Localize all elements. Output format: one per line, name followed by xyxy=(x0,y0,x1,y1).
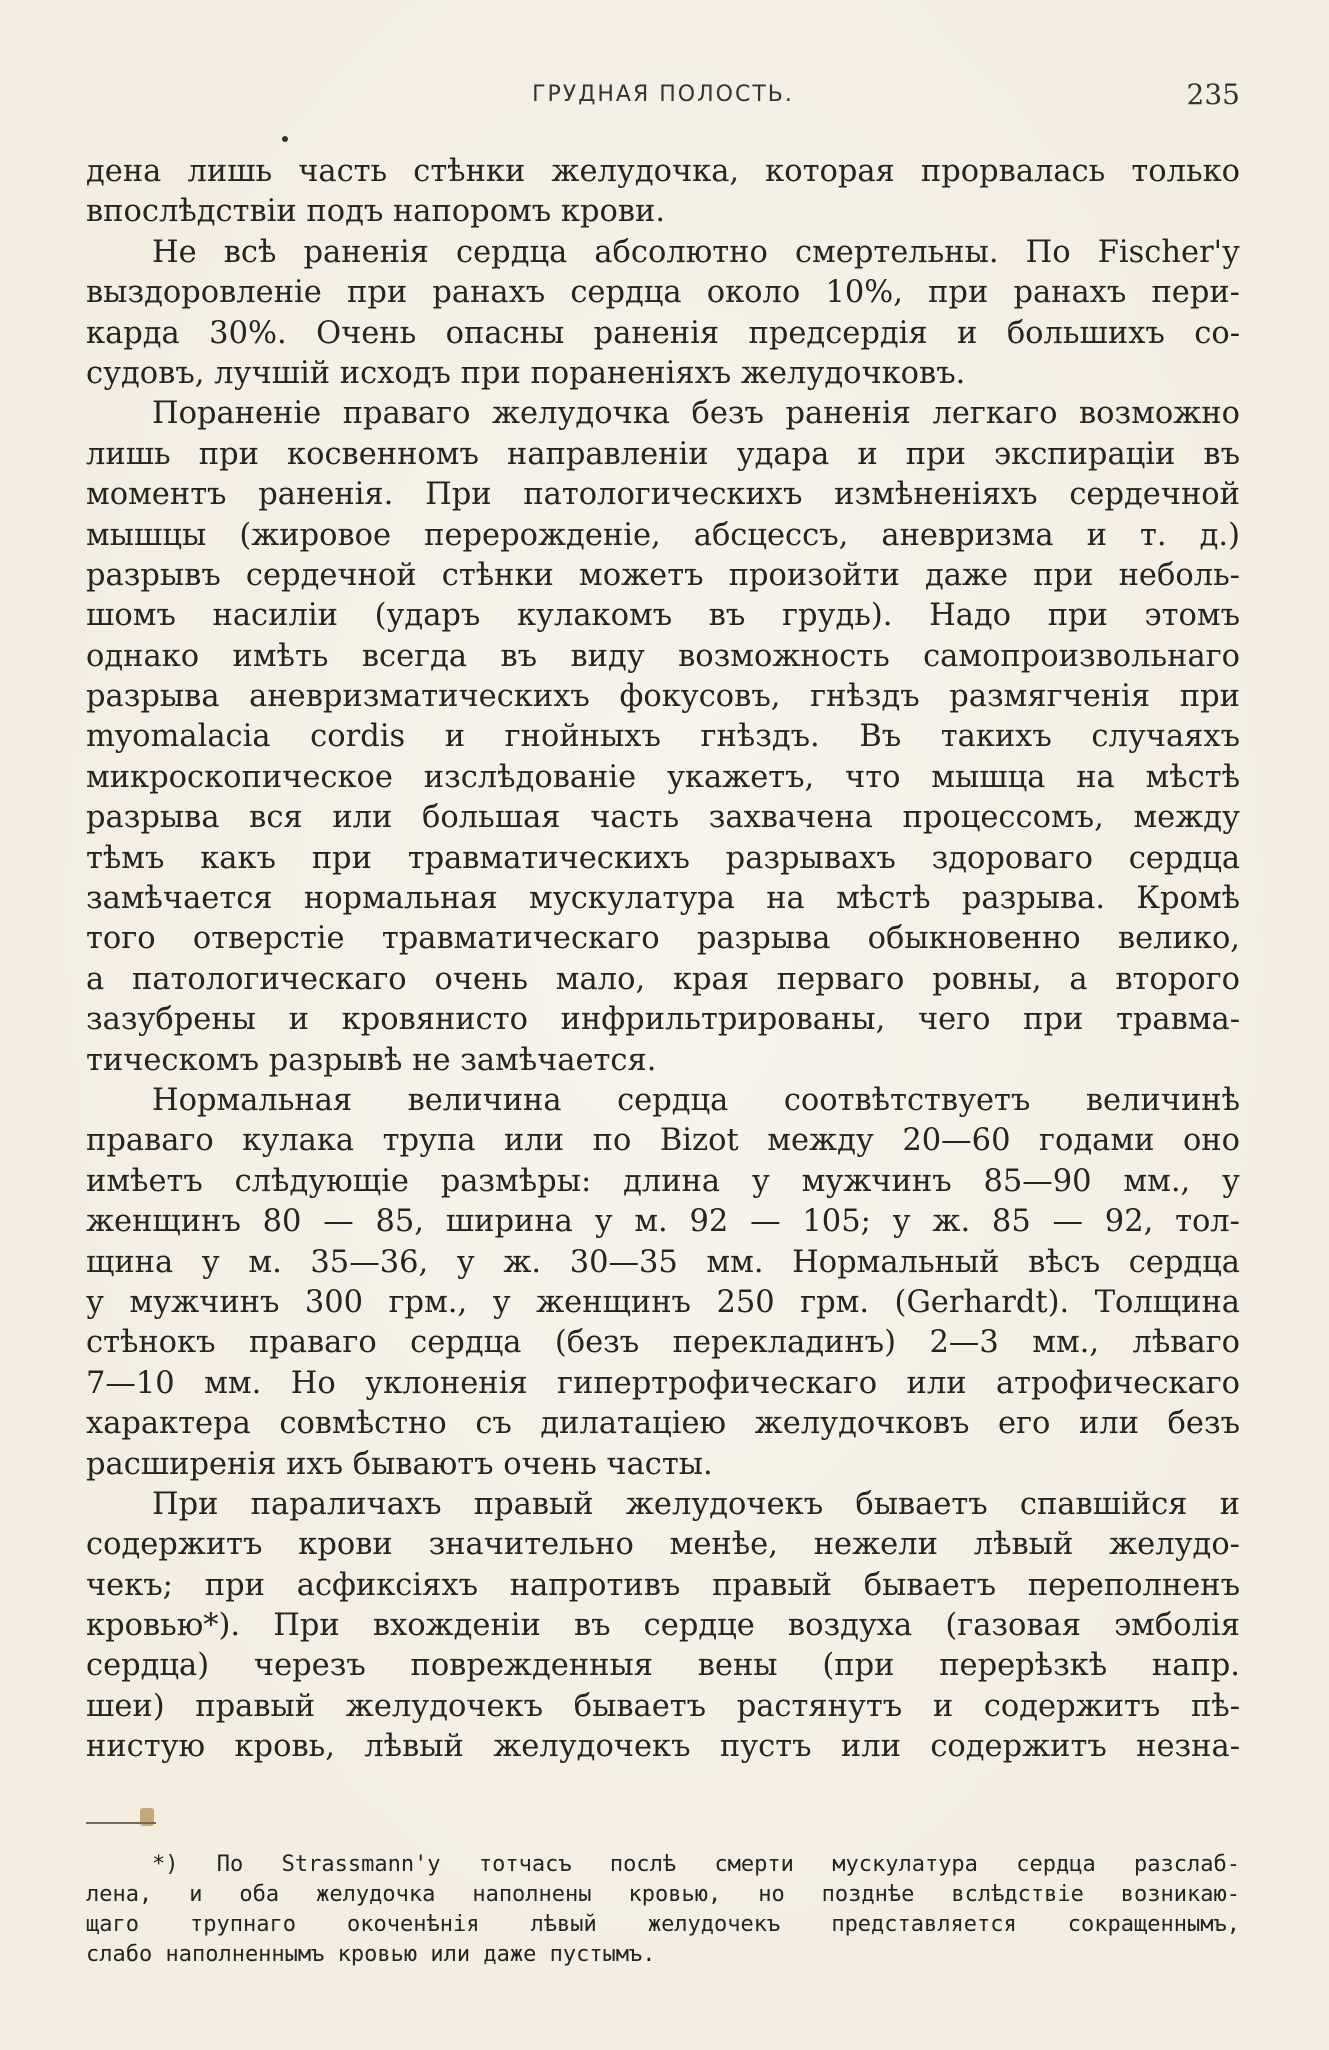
text-line: сердца) черезъ поврежденныя вены (при перерѣзкѣ напр. xyxy=(86,1648,1240,1684)
text-line: выздоровленіе при ранахъ сердца около 10%, при ранахъ пери- xyxy=(86,275,1240,311)
paragraph-start-line: Нормальная величина сердца соотвѣтствуетъ величинѣ xyxy=(152,1082,1240,1118)
text-line: разрыва аневризматическихъ фокусовъ, гнѣздъ размягченія при xyxy=(86,679,1240,715)
text-line: расширенія ихъ бываютъ очень часты. xyxy=(86,1446,713,1482)
text-line: шеи) правый желудочекъ бываетъ растянутъ и содержитъ пѣ- xyxy=(86,1688,1240,1724)
footnote-line: *) По Strassmann'у тотчасъ послѣ смерти мускулатура сердца разслаб- xyxy=(152,1852,1240,1877)
running-title: ГРУДНАЯ ПОЛОСТЬ. xyxy=(532,82,794,107)
text-line: того отверстіе травматическаго разрыва обыкновенно велико, xyxy=(86,921,1240,957)
text-line: тѣмъ какъ при травматическихъ разрывахъ здороваго сердца xyxy=(86,840,1240,876)
text-line: дена лишь часть стѣнки желудочка, которая прорвалась только xyxy=(86,154,1240,189)
text-line: а патологическаго очень мало, края перваго ровны, а второго xyxy=(86,961,1240,997)
text-line: содержитъ крови значительно менѣе, нежели лѣвый желудо- xyxy=(86,1527,1240,1563)
text-line: чекъ; при асфиксіяхъ напротивъ правый бываетъ переполненъ xyxy=(86,1567,1240,1603)
page-number: 235 xyxy=(1186,78,1240,111)
text-line: замѣчается нормальная мускулатура на мѣстѣ разрыва. Кромѣ xyxy=(86,881,1240,917)
text-line: судовъ, лучшій исходъ при пораненіяхъ желудочковъ. xyxy=(86,355,966,391)
text-line: однако имѣть всегда въ виду возможность самопроизвольнаго xyxy=(86,638,1240,674)
text-line: стѣнокъ праваго сердца (безъ перекладинъ) 2—3 мм., лѣваго xyxy=(86,1325,1240,1361)
text-line: праваго кулака трупа или по Bizot между 20—60 годами оно xyxy=(86,1123,1240,1159)
paragraph-start-line: Пораненіе праваго желудочка безъ раненія легкаго возможно xyxy=(152,396,1240,432)
ink-speck xyxy=(282,136,288,142)
text-line: моментъ раненія. При патологическихъ измѣненіяхъ сердечной xyxy=(86,477,1240,513)
footnote-line: щаго трупнаго окоченѣнія лѣвый желудочекъ представляется сокращеннымъ, xyxy=(86,1912,1240,1937)
text-line: щина у м. 35—36, у ж. 30—35 мм. Нормальный вѣсъ сердца xyxy=(86,1244,1240,1280)
footnote-line: слабо наполненнымъ кровью или даже пустымъ. xyxy=(86,1942,656,1967)
text-line: мышцы (жировое перерожденіе, абсцессъ, аневризма и т. д.) xyxy=(86,517,1240,553)
text-line: женщинъ 80 — 85, ширина у м. 92 — 105; у ж. 85 — 92, тол- xyxy=(86,1204,1240,1240)
text-line: разрывъ сердечной стѣнки можетъ произойти даже при неболь- xyxy=(86,557,1240,593)
footnote-line: лена, и оба желудочка наполнены кровью, но позднѣе вслѣдствіе возникаю- xyxy=(86,1882,1240,1907)
text-line: шомъ насиліи (ударъ кулакомъ въ грудь). Надо при этомъ xyxy=(86,598,1240,634)
text-line: имѣетъ слѣдующіе размѣры: длина у мужчинъ 85—90 мм., у xyxy=(86,1163,1240,1199)
text-line: у мужчинъ 300 грм., у женщинъ 250 грм. (Gerhardt). Толщина xyxy=(86,1284,1240,1320)
text-line: карда 30%. Очень опасны раненія предсердія и большихъ со- xyxy=(86,315,1240,351)
footnote xyxy=(86,1850,1240,1970)
text-line: 7—10 мм. Но уклоненія гипертрофическаго или атрофическаго xyxy=(86,1365,1240,1401)
running-header xyxy=(86,78,1240,112)
text-line: зазубрены и кровянисто инфрильтрированы, чего при травма- xyxy=(86,1002,1240,1038)
text-line: разрыва вся или большая часть захвачена процессомъ, между xyxy=(86,800,1240,836)
text-line: микроскопическое изслѣдованіе укажетъ, что мышца на мѣстѣ xyxy=(86,759,1240,795)
body-text xyxy=(86,152,1240,1768)
text-line: тическомъ разрывѣ не замѣчается. xyxy=(86,1042,657,1078)
footnote-rule xyxy=(86,1822,156,1824)
text-line: впослѣдствіи подъ напоромъ крови. xyxy=(86,194,666,230)
paragraph-start-line: При параличахъ правый желудочекъ бываетъ спавшійся и xyxy=(152,1486,1240,1522)
paragraph-start-line: Не всѣ раненія сердца абсолютно смертельны. По Fischer'у xyxy=(152,234,1240,270)
text-line: характера совмѣстно съ дилатаціею желудочковъ его или безъ xyxy=(86,1406,1240,1442)
text-line: myomalacia cordis и гнойныхъ гнѣздъ. Въ такихъ случаяхъ xyxy=(86,719,1240,755)
text-line: кровью*). При вхожденіи въ сердце воздуха (газовая эмболія xyxy=(86,1608,1240,1644)
text-line: нистую кровь, лѣвый желудочекъ пустъ или содержитъ незна- xyxy=(86,1729,1240,1765)
text-line: лишь при косвенномъ направленіи удара и при экспираціи въ xyxy=(86,436,1240,472)
